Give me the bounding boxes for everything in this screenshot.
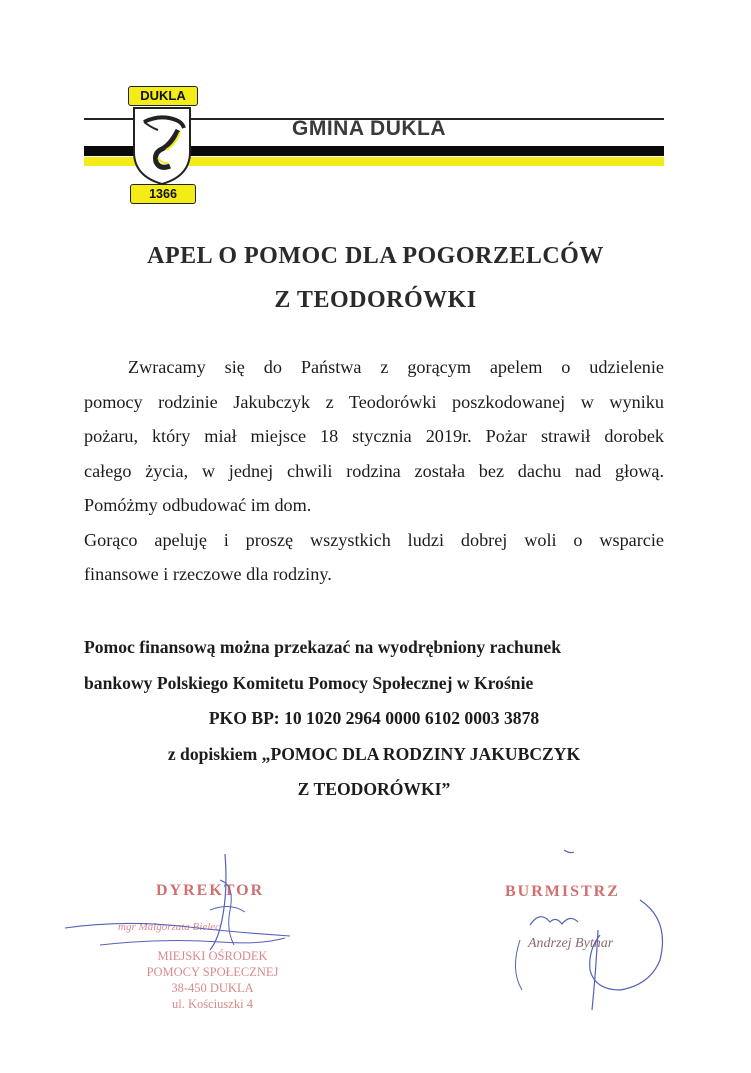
- document-title-line-1: APEL O POMOC DLA POGORZELCÓW: [147, 243, 604, 269]
- crest-year-label: 1366: [130, 184, 196, 204]
- bank-info-line: Pomoc finansową można przekazać na wyodrębniony rachunek: [84, 637, 561, 657]
- paragraph-line: pomocy rodzinie Jakubczyk z Teodorówki poszkodowanej w wyniku: [84, 391, 664, 412]
- mayor-signature-icon: [500, 840, 680, 1020]
- bank-info-line: bankowy Polskiego Komitetu Pomocy Społecznej w Krośnie: [84, 672, 534, 693]
- director-signature-icon: [60, 850, 300, 970]
- shield-icon: [130, 106, 194, 186]
- paragraph-line: Gorąco apeluję i proszę wszystkich ludzi dobrej woli o wsparcie: [84, 529, 664, 550]
- municipality-name: GMINA DUKLA: [292, 117, 447, 140]
- stamp-line: MIEJSKI OŚRODEK: [157, 949, 268, 963]
- paragraph-line: finansowe i rzeczowe dla rodziny.: [84, 564, 332, 584]
- paragraph-line: Zwracamy się do Państwa z gorącym apelem o udzielenie: [128, 357, 664, 377]
- mayor-name: Andrzej Bytnar: [528, 936, 614, 951]
- bank-account-number: PKO BP: 10 1020 2964 0000 6102 0003 3878: [208, 708, 540, 728]
- paragraph-line: całego życia, w jednej chwili rodzina została bez dachu nad głową.: [84, 460, 664, 481]
- director-title: DYREKTOR: [156, 882, 265, 899]
- dukla-crest-logo: [120, 86, 204, 206]
- appeal-paragraph: [84, 350, 664, 592]
- transfer-note-line-1: z dopiskiem „POMOC DLA RODZINY JAKUBCZYK: [167, 743, 581, 764]
- paragraph-line: pożaru, który miał miejsce 18 stycznia 2019r. Pożar strawił dorobek: [84, 426, 664, 446]
- document-title-line-2: Z TEODORÓWKI: [274, 287, 477, 313]
- bank-transfer-info: [84, 630, 664, 808]
- mayor-title: BURMISTRZ: [505, 883, 620, 900]
- stamp-line: ul. Kościuszki 4: [172, 997, 253, 1011]
- crest-top-label: DUKLA: [128, 86, 198, 106]
- stamp-line: 38-450 DUKLA: [171, 981, 254, 995]
- paragraph-line: Pomóżmy odbudować im dom.: [84, 495, 312, 515]
- director-name: mgr Małgorzata Bielec: [118, 921, 221, 933]
- transfer-note-line-2: Z TEODORÓWKI”: [297, 779, 451, 799]
- stamp-line: POMOCY SPOŁECZNEJ: [146, 965, 279, 979]
